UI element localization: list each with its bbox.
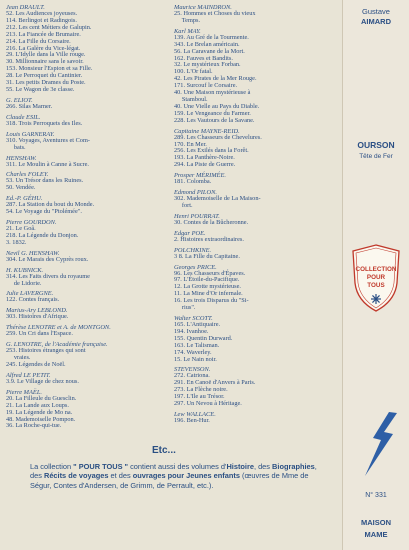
catalog-entry: 52. Les Audiences joyeuses. [6, 10, 78, 17]
catalog-entry: 170. En Mer. [174, 140, 207, 148]
author-name: G. ELIOT. [6, 96, 33, 104]
catalog-entry: 287. La Station du bout du Monde. [6, 201, 95, 209]
catalog-entry: Temps. [174, 16, 201, 24]
author-name: Prosper MÉRIMÉE. [174, 172, 226, 180]
catalog-entry: 163. Le Talisman. [174, 341, 220, 349]
catalog-entry: 97. L'Étoile-du-Pacifique. [174, 276, 240, 284]
catalog-entry: 50. Vendée. [6, 184, 36, 192]
catalog-entry: 245. Légendes de Noël. [6, 361, 66, 368]
author-block [174, 28, 342, 125]
catalog-entry: 36. La Roche-qui-tue. [6, 422, 62, 430]
book-subtitle: Tête de Fer [359, 153, 393, 160]
footer-text: , des [30, 462, 317, 481]
catalog-entry: 310. Voyages, Aventures et Com- [6, 136, 90, 144]
author-block [6, 114, 174, 128]
author-block [6, 341, 174, 369]
author-block [6, 372, 174, 386]
catalog-entry: 21. La Lande aux Loups. [6, 401, 69, 409]
catalog-entry: 32. Le mystérieux Forban. [174, 61, 241, 69]
author-name: Marius-Ary LEBLOND. [6, 307, 68, 315]
catalog-entry: bats. [6, 143, 26, 151]
author-name: POLCHKINE. [174, 246, 212, 254]
catalog-entry: 304. Le Marais des Cyprès roux. [6, 255, 89, 263]
author-name: Julie LAVERGNE. [6, 290, 54, 298]
catalog-entry: 297. Un Nevou à Héritage. [174, 400, 242, 408]
author-name: Louis GARNERAY. [6, 130, 55, 138]
author-block [174, 366, 342, 408]
author-name: Pierre GOURDON. [6, 219, 57, 227]
author-block [6, 171, 174, 192]
catalog-entry: 21. Le Goâ. [6, 225, 36, 233]
author-block [174, 230, 342, 244]
author-name: Karl MAY. [174, 27, 201, 35]
catalog-entry: 181. Colomba. [174, 178, 212, 186]
volume-number: N° 331 [365, 492, 387, 499]
catalog-entry: 100. L'Or fatal. [174, 68, 213, 76]
publisher-line-1: MAISON [361, 518, 391, 527]
catalog-entry: 96. Les Chasseurs d'Épaves. [174, 269, 246, 277]
catalog-entry: 165. L'Antiquaire. [174, 321, 221, 328]
catalog-entry: 153. Monsieur l'Espion et sa Fille. [6, 65, 93, 73]
author-block [6, 324, 174, 338]
author-name: Lew WALLACE. [174, 410, 216, 418]
catalog-entry: 291. En Canoë d'Anvers à Paris. [174, 379, 256, 387]
book-title: OURSON [357, 140, 395, 150]
footer-text: et des [108, 471, 133, 481]
footer-text: (œuvres de Mme de Ségur, Contes d'Andersen, de Grimm, de Perrault, etc.). [30, 471, 309, 490]
catalog-entry: 314. Les Faits divers du royaume [6, 272, 90, 280]
catalog-entry: 114. Berlingot et Radingois. [6, 16, 77, 24]
catalog-entry: 2. Histoires extraordinaires. [174, 235, 244, 243]
author-name: G. LENOTRE, de l'Académie française. [6, 341, 108, 349]
catalog-entry: 56. La Caravane de la Mort. [174, 47, 245, 55]
author-block [174, 128, 342, 170]
catalog-entry: 266. Silas Marner. [6, 102, 53, 110]
catalog-entry: 16. Les trois Disparus du "Si- [174, 297, 249, 305]
author-name: Pierre MAËL. [6, 388, 42, 396]
catalog-entry: rius". [174, 304, 196, 312]
footer-text: La collection [30, 462, 74, 471]
author-name: Capitaine MAYNE-REID. [174, 127, 240, 135]
footer-collection: " POUR TOUS " [73, 462, 129, 471]
author-block [174, 315, 342, 363]
author-block [6, 267, 174, 288]
collection-note [30, 462, 324, 490]
author-name: HENSHAW. [6, 154, 37, 162]
author-name: Georges PRICE. [174, 263, 217, 271]
author-block [6, 4, 174, 94]
author-name: Maurice MAINDRON. [174, 4, 232, 11]
catalog-entry: 3 8. La Fille du Capitaine. [174, 252, 240, 260]
catalog-entry: Stamboul. [174, 95, 208, 103]
catalog-entry: 228. Les Vautours de la Savane. [174, 116, 255, 124]
footer-text: , des [253, 462, 273, 471]
catalog-entry: 303. Histoires d'Afrique. [6, 313, 69, 321]
catalog-entry: 55. Le Wagon de 3e classe. [6, 85, 75, 93]
catalog-entry: 28. Le Perroquet du Cantinier. [6, 72, 83, 80]
author-name: Thérèse LENOTRE et A. de MONTGON. [6, 324, 111, 332]
author-first-name: Gustave [362, 7, 390, 16]
author-name: Henri POURRAT. [174, 212, 220, 220]
catalog-entry: 174. Waverley. [174, 348, 212, 356]
catalog-entry: 11. La Mine d'Or infernale. [174, 290, 243, 298]
catalog-entry: 54. Le Voyage du "Ptolémée". [6, 208, 82, 216]
catalog-entry: 139. Au Gré de la Tourmente. [174, 33, 249, 41]
catalog-entry: 216. La Galère du Vice-légat. [6, 44, 81, 52]
badge-line-3: TOUS [367, 282, 385, 289]
author-block [6, 389, 174, 431]
footer-ouvrages: ouvrages pour Jeunes enfants [132, 471, 240, 481]
catalog-entry: 40. Une Maison mystérieuse à [174, 89, 251, 97]
author-block [6, 97, 174, 111]
catalog-entry: 194. Ivanhoe. [174, 327, 209, 335]
author-name: STEVENSON. [174, 366, 211, 374]
author-block [6, 290, 174, 304]
catalog-entry: 3.9. Le Village de chez nous. [6, 377, 79, 385]
catalog-entry: 256. Les Exilés dans la Forêt. [174, 147, 249, 155]
author-block [174, 213, 342, 227]
catalog-entry: de Lidorie. [6, 279, 42, 287]
publisher-line-2: MAME [364, 530, 388, 539]
catalog-entry: 311. Le Moulin à Canne à Sucre. [6, 160, 90, 168]
catalog-entry: 273. La Flèche noire. [174, 386, 228, 394]
catalog-entry: 30. Millionnaire sans le savoir. [6, 58, 84, 66]
catalog-entry: 25. Hommes et Choses du vieux [174, 10, 256, 17]
catalog-entry: 15. Le Nain noir. [174, 355, 217, 363]
catalog-entry: fort. [174, 201, 193, 209]
catalog-entry: 122. Contes français. [6, 296, 60, 304]
author-last-name: AIMARD [361, 17, 391, 26]
catalog-entry: 218. La Légende du Donjon. [6, 231, 79, 239]
author-block [6, 195, 174, 216]
catalog-entry: 19. La Légende de Mo na. [6, 408, 73, 416]
author-block [174, 411, 342, 425]
catalog-entry: 12. La Grotte mystérieuse. [174, 283, 241, 291]
catalog-entry: 197. L'Ile au Trésor. [174, 393, 225, 401]
badge-line-1: COLLECTION [355, 266, 397, 273]
footer-recits: Récits de voyages [43, 471, 109, 481]
badge-line-2: POUR [366, 274, 386, 281]
catalog-entry: 162. Fauves et Bandits. [174, 54, 233, 62]
catalog-entry: 212. Les cent Métiers de Galupin. [6, 23, 92, 31]
catalog-entry: 40. Une Vielle au Pays du Diable. [174, 102, 260, 110]
catalog-entry: 20. La Filleule du Guesclin. [6, 394, 77, 402]
catalog-entry: 171. Surcouf le Corsaire. [174, 82, 238, 90]
author-name: Alfred LE PETIT. [6, 371, 51, 379]
catalog-entry: 213. La Fiancée de Brumaire. [6, 30, 81, 38]
catalog-entry: 253. Histoires étranges qui sont [6, 347, 86, 355]
catalog-entry: 155. Quentin Durward. [174, 334, 233, 342]
catalog-entry: 259. Un Cri dans l'Espace. [6, 330, 73, 338]
author-block [6, 307, 174, 321]
author-block [174, 247, 342, 261]
etc-label: Etc... [152, 445, 176, 456]
spine-panel [343, 0, 409, 550]
catalog-entry: 196. Ben-Hur. [174, 416, 210, 424]
footer-biographies: Biographies [272, 462, 315, 471]
catalog-entry: 48. Mademoiselle Pompon. [6, 415, 76, 423]
catalog-entry: 318. Trois Perroquets des Iles. [6, 119, 83, 127]
catalog-entry: 159. Le Vengeance du Farmer. [174, 109, 251, 117]
author-block [174, 264, 342, 312]
catalog-entry: 343. Le Brelan américain. [174, 40, 240, 48]
catalog-middle-column [174, 4, 342, 428]
catalog-entry: 31. Les petits Drames du Poste. [6, 79, 86, 87]
catalog-entry: 294. La Piste de Guerre. [174, 161, 236, 169]
author-block [174, 172, 342, 186]
author-block [6, 219, 174, 247]
catalog-entry: 30. Contes de la Bûcheronne. [174, 218, 249, 226]
author-name: Edmond PILON. [174, 189, 217, 197]
footer-histoire: Histoire [226, 462, 254, 471]
catalog-entry: 302. Mademoiselle de La Maison- [174, 195, 261, 203]
author-block [174, 189, 342, 210]
author-name: Edgar POE. [174, 229, 206, 237]
author-block [6, 131, 174, 152]
catalog-entry: 29. L'Idylle dans la Ville rouge. [6, 51, 86, 59]
catalog-entry: 289. Les Chasseurs de Chevelures. [174, 133, 262, 141]
author-block [6, 155, 174, 169]
lightning-icon [359, 410, 399, 480]
catalog-left-column [6, 4, 174, 433]
author-name: Charles FOLEY. [6, 171, 49, 179]
author-name: Jean DRAULT. [6, 4, 45, 11]
author-name: Ed.-P. GÉHU. [6, 195, 43, 203]
catalog-entry: 214. La Fille du Corsaire. [6, 37, 71, 45]
footer-text: contient aussi des volumes d' [128, 462, 227, 471]
catalog-entry: 272. Catriona. [174, 372, 210, 380]
catalog-entry: 193. La Panthère-Noire. [174, 154, 235, 162]
author-name: H. KUBNICK. [6, 266, 44, 274]
author-name: Walter SCOTT. [174, 315, 213, 322]
catalog-entry: vraies. [6, 354, 31, 362]
author-name: Nevil G. HENSHAW. [6, 249, 60, 257]
author-block [6, 250, 174, 264]
catalog-entry: 3. 1832. [6, 238, 27, 246]
author-name: Claude ESIL. [6, 113, 41, 121]
catalog-entry: 42. Les Pirates de la Mer Rouge. [174, 75, 257, 83]
catalog-entry: 53. Un Trésor dans les Ruines. [6, 177, 84, 185]
author-block [174, 4, 342, 25]
